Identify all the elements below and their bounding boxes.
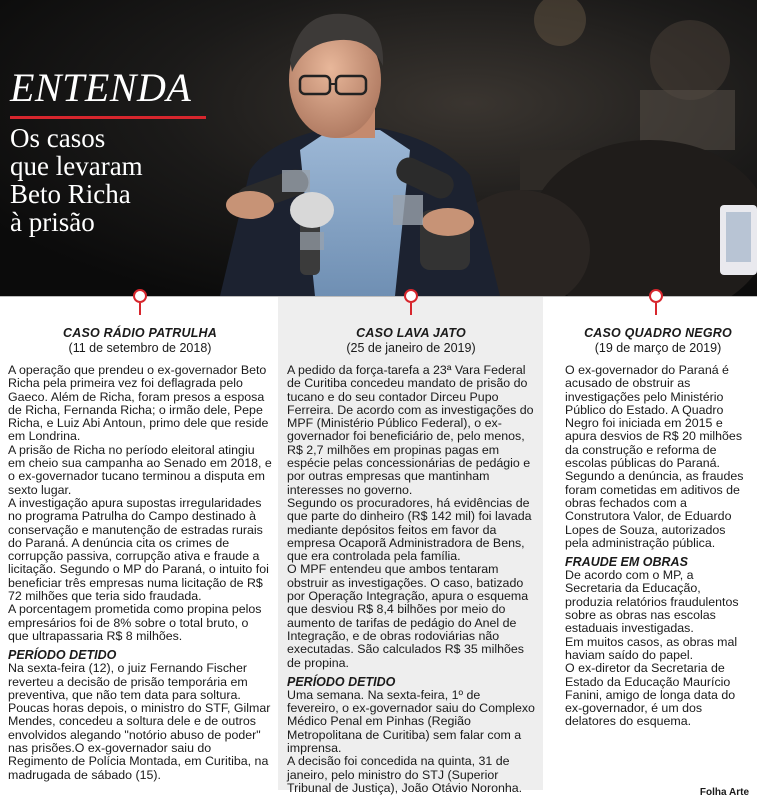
subsection-paragraph: Uma semana. Na sexta-feira, 1º de fevereiro, o ex-governador saiu do Complexo Médico Penal em Pinhas (Região Metropolitana de Curitiba) sem falar com a imprensa.	[287, 687, 535, 756]
case-paragraph: A operação que prendeu o ex-governador Beto Richa pela primeira vez foi deflagrada pelo Gaeco. Além de Richa, foram presos a esposa de Richa, Fernanda Richa; o irmão dele, Pepe Richa, e Luiz Abi Antoun, primo dele que reside em Londrina.	[8, 363, 269, 444]
subsection-title: PERÍODO DETIDO	[8, 648, 117, 663]
marker-stem	[139, 303, 141, 315]
timeline-line	[0, 296, 757, 297]
page-subtitle	[10, 124, 250, 236]
case-title: CASO QUADRO NEGRO	[584, 326, 732, 340]
case-paragraph: A porcentagem prometida como propina pelos empresários foi de 8% sobre o total bruto, o que ultrapassaria R$ 8 milhões.	[8, 602, 262, 643]
subsection-paragraph: A decisão foi concedida na quinta, 31 de janeiro, pelo ministro do STJ (Superior Tribunal de Justiça), João Otávio Noronha.	[287, 754, 523, 795]
subtitle-line: Os casos	[10, 123, 106, 153]
credit-label: Folha Arte	[699, 787, 749, 798]
marker-stem	[655, 303, 657, 315]
subsection-title: PERÍODO DETIDO	[287, 674, 396, 689]
marker-stem	[410, 303, 412, 315]
case-date: (25 de janeiro de 2019)	[346, 341, 476, 355]
case-date: (11 de setembro de 2018)	[68, 341, 212, 355]
subtitle-line: Beto Richa	[10, 179, 131, 209]
subsection-paragraph: De acordo com o MP, a Secretaria da Educação, produzia relatórios fraudulentos sobre as obras nas escolas estaduais investigadas.	[565, 568, 739, 636]
case-column-lava-jato	[278, 296, 543, 795]
subsection-title: FRAUDE EM OBRAS	[565, 555, 688, 570]
subtitle-line: que levaram	[10, 151, 143, 181]
case-paragraph: O ex-governador do Paraná é acusado de obstruir as investigações pelo Ministério Público do Estado. A Quadro Negro foi iniciada em 2015 e apura desvios de R$ 20 milhões da construção e reforma de escolas públicas do Paraná.	[565, 363, 743, 471]
marker-ring	[133, 289, 147, 303]
page-title: ENTENDA	[10, 65, 192, 110]
case-paragraph: O MPF entendeu que ambos tentaram obstruir as investigações. O caso, batizado por Operação Integração, apura o esquema que desviou R$ 8,4 bilhões por meio do aumento de tarifas de pedágio do Anel de Integração, e de obras rodoviárias não executadas. São calculados R$ 35 milhões de propina.	[287, 562, 529, 670]
case-paragraph: A prisão de Richa no período eleitoral atingiu em cheio sua campanha ao Senado em 2018, e o ex-governador tucano terminou a disputa em sexto lugar.	[8, 442, 272, 497]
case-date: (19 de março de 2019)	[594, 341, 722, 355]
subsection-paragraph: O ex-diretor da Secretaria de Estado da Educação Maurício Fanini, amigo de longa data do ex-governador, é um dos delatores do esquema.	[565, 661, 736, 729]
case-title: CASO LAVA JATO	[356, 326, 466, 340]
marker-ring	[649, 289, 663, 303]
case-paragraph: Segundo os procuradores, há evidências de que parte do dinheiro (R$ 142 mil) foi lavada mediante depósitos feitos em favor da empresa Ocaporã Administradora de Bens, que era controlada pela família.	[287, 495, 532, 564]
subsection-paragraph: Na sexta-feira (12), o juiz Fernando Fischer reverteu a decisão de prisão temporária em preventiva, que não tem data para soltura. Poucas horas depois, o ministro do STF, Gilmar Mendes, concedeu a soltura dele e de outros envolvidos alegando "notório abuso de poder" nas prisões.O ex-governador saiu do Regimento de Polícia Montada, em Curitiba, na madrugada de sábado (15).	[8, 661, 271, 782]
case-paragraph: A investigação apura supostas irregularidades no programa Patrulha do Campo destinado à conservação e manutenção de estradas rurais do Paraná. A denúncia cita os crimes de corrupção passiva, corrupção ativa e fraude a licitação. Segundo o MP do Paraná, o intuito foi beneficiar três empresas numa licitação de R$ 72 milhões que teria sido fraudada.	[8, 495, 269, 604]
title-rule	[10, 116, 206, 119]
marker-ring	[404, 289, 418, 303]
case-paragraph: A pedido da força-tarefa a 23ª Vara Federal de Curitiba concedeu mandato de prisão do tucano e do seu contador Dirceu Pupo Ferreira. De acordo com as investigações do MPF (Ministério Público Federal), o ex-governador foi beneficiário de, pelo menos, R$ 2,7 milhões em propinas pagas em espécie pelas concessionárias de pedágio e por outras empresas que mantinham interesses no governo.	[287, 363, 534, 497]
hero-banner	[0, 0, 757, 296]
subsection-paragraph: Em muitos casos, as obras mal haviam saído do papel.	[565, 634, 738, 662]
case-paragraph: Segundo a denúncia, as fraudes foram cometidas em aditivos de obras fechados com a Construtora Valor, de Eduardo Lopes de Souza, autorizados pela administração pública.	[565, 469, 744, 550]
subtitle-line: à prisão	[10, 207, 95, 237]
case-title: CASO RÁDIO PATRULHA	[62, 326, 218, 340]
case-column-quadro-negro	[543, 296, 757, 790]
case-column-radio-patrulha	[0, 296, 278, 790]
